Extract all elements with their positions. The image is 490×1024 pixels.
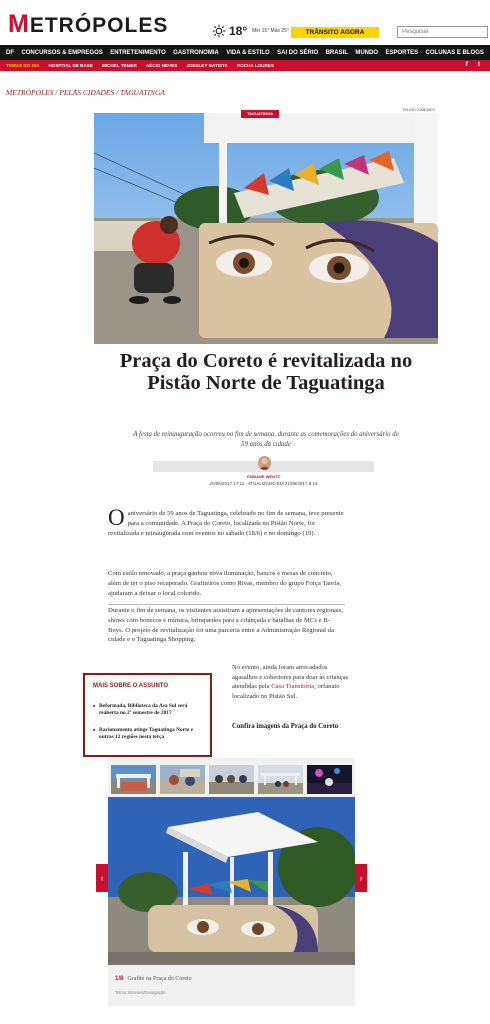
twitter-icon[interactable]: t xyxy=(477,61,480,68)
article-subtitle: A festa de reinauguração ocorreu no fim de semana, durante as comemorações do aniversário de 59 anos da cidade xyxy=(133,431,399,448)
paragraph-2: Com estilo renovado, a praça ganhou nova iluminação, bancos e mesas de concreto, além de ter o piso recuperado. Grafiteiros como Rivas, membro do grupo Força Tarefa, ajudaram a deixar o local colorido. xyxy=(108,570,342,597)
author-name[interactable]: FABIANE WENTZ xyxy=(247,474,280,479)
top-header xyxy=(0,0,490,44)
drop-cap: O xyxy=(108,505,125,530)
publish-date: 20/06/2017 17:11 , ATUALIZADO EM 21/06/2017 8:19 xyxy=(209,481,318,486)
paragraph-1 xyxy=(108,505,345,538)
author-avatar[interactable] xyxy=(258,456,271,470)
gallery-thumb-1[interactable] xyxy=(111,765,156,794)
paragraph-4-end: , orfanato localizado no Pistão Sul. xyxy=(232,683,340,700)
paragraph-divider xyxy=(108,604,345,605)
nav-item-vida-estilo[interactable]: VIDA & ESTILO xyxy=(226,49,270,56)
hero-illustration xyxy=(94,113,438,344)
topics-bar xyxy=(0,60,490,71)
gallery-caption-text: Grafite na Praça do Coreto xyxy=(127,976,192,982)
breadcrumb[interactable]: METRÓPOLES / PELAS CIDADES / TAGUATINGA xyxy=(6,88,165,97)
facebook-icon[interactable]: f xyxy=(465,61,468,68)
gallery-thumbnails xyxy=(111,765,352,794)
gallery-thumb-4[interactable] xyxy=(258,765,303,794)
temperature: 18° xyxy=(229,24,248,38)
hero-image xyxy=(94,113,438,344)
gallery-credit: Telmo Ximenes/Divulgação xyxy=(115,990,166,995)
nav-item-esportes[interactable]: ESPORTES xyxy=(385,49,419,56)
gallery-thumb-3[interactable] xyxy=(209,765,254,794)
nav-item-sai-do-serio[interactable]: SAI DO SÉRIO xyxy=(277,49,319,56)
gallery-caption xyxy=(115,976,192,982)
nav-item-colunas[interactable]: COLUNAS E BLOGS xyxy=(425,49,484,56)
social-links xyxy=(466,61,480,68)
category-badge[interactable]: TAGUATINGA xyxy=(241,110,279,118)
min-max-temperature: Min 15° Máx 25° xyxy=(252,28,289,34)
topic-aecio-neves[interactable]: AÉCIO NEVES xyxy=(145,63,178,68)
related-link-racionamento[interactable]: ■ Racionamento atinge Taguatinga Norte e outras 12 regiões nesta terça xyxy=(93,727,205,740)
gallery-prev-button[interactable]: ‹ xyxy=(96,864,108,892)
site-logo[interactable] xyxy=(8,10,168,39)
related-box xyxy=(83,673,212,757)
gallery-label: Confira imagens da Praça do Coreto xyxy=(232,723,339,730)
gallery-next-button[interactable]: › xyxy=(355,864,367,892)
topic-joesley-batista[interactable]: JOESLEY BATISTA xyxy=(186,63,228,68)
topic-rocha-loures[interactable]: ROCHA LOURES xyxy=(236,63,274,68)
nav-item-mundo[interactable]: MUNDO xyxy=(355,49,379,56)
paragraph-4 xyxy=(232,663,350,701)
nav-item-gastronomia[interactable]: GASTRONOMIA xyxy=(173,49,219,56)
transit-now-button[interactable]: TRÂNSITO AGORA xyxy=(291,27,379,38)
nav-item-df[interactable]: DF xyxy=(6,49,14,56)
related-title: MAIS SOBRE O ASSUNTO xyxy=(93,683,169,689)
nav-item-concursos[interactable]: CONCURSOS & EMPREGOS xyxy=(21,49,103,56)
paragraph-4-start: No evento, ainda foram arrecadados agasalhos e cobertores para doar às crianças atendidas pela xyxy=(232,664,349,691)
casa-transitoria-link[interactable]: Casa Transitória xyxy=(271,683,315,691)
logo-text: ETRÓPOLES xyxy=(29,14,169,37)
topics-label: TEMAS DO DIA xyxy=(6,63,40,68)
photo-credit: TELMO XIMENES xyxy=(402,107,435,112)
nav-item-entretenimento[interactable]: ENTRETENIMENTO xyxy=(110,49,166,56)
related-link-biblioteca[interactable]: ■ Reformada, Biblioteca da Asa Sul será reaberta no 2º semestre de 2017 xyxy=(93,703,205,716)
main-nav xyxy=(0,45,490,60)
topic-michel-temer[interactable]: MICHEL TEMER xyxy=(101,63,137,68)
gallery-index: 1/8 xyxy=(115,976,124,982)
paragraph-1-text: aniversário de 59 anos de Taguatinga, celebrado no fim de semana, teve presente para a comunidade. A Praça do Coreto, localizada no Pistão Norte, foi revitalizada e reinaugurada com eventos no sábado (18/6) e no domingo (19). xyxy=(108,510,344,537)
topic-hospital-de-base[interactable]: HOSPITAL DE BASE xyxy=(48,63,93,68)
article-title: Praça do Coreto é revitalizada no Pistão Norte de Taguatinga xyxy=(119,350,413,394)
logo-initial: M xyxy=(8,10,30,38)
weather-widget xyxy=(212,24,289,38)
paragraph-3: Durante o fim de semana, os visitantes assistiram a apresentações de cantores regionais, shows com bonecos e mímica, brinquedos para a criançada e batalhas de MCs e B-Boys. O projeto de revitalização foi uma parceria entre a Administração Regional da cidade e o Taguatinga Shopping. xyxy=(108,607,344,644)
gallery-thumb-5[interactable] xyxy=(307,765,352,794)
nav-item-brasil[interactable]: BRASIL xyxy=(325,49,348,56)
sun-icon xyxy=(212,24,226,38)
search-input[interactable] xyxy=(397,26,488,38)
gallery-main-photo[interactable] xyxy=(108,797,355,965)
gallery-thumb-2[interactable] xyxy=(160,765,205,794)
